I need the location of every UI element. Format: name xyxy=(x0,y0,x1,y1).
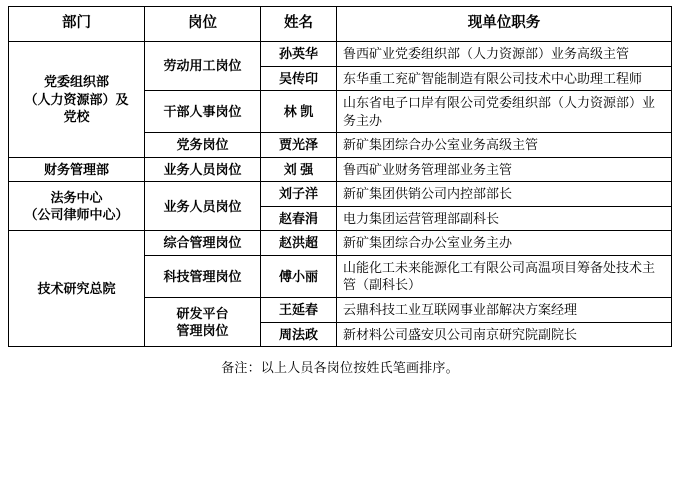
cell-name: 吴传印 xyxy=(261,66,337,91)
cell-current-title: 电力集团运营管理部副科长 xyxy=(337,206,672,231)
cell-current-title: 山东省电子口岸有限公司党委组织部（人力资源部）业务主办 xyxy=(337,91,672,133)
table-row xyxy=(9,157,672,182)
cell-name: 孙英华 xyxy=(261,42,337,67)
column-header-current-title: 现单位职务 xyxy=(337,7,672,42)
cell-name: 林 凯 xyxy=(261,91,337,133)
cell-current-title: 云鼎科技工业互联网事业部解决方案经理 xyxy=(337,298,672,323)
table-row xyxy=(9,231,672,256)
column-header-post: 岗位 xyxy=(145,7,261,42)
cell-post: 党务岗位 xyxy=(145,133,261,158)
cell-current-title: 新材料公司盛安贝公司南京研究院副院长 xyxy=(337,322,672,347)
table-footnote: 备注：以上人员各岗位按姓氏笔画排序。 xyxy=(221,360,459,376)
cell-name: 贾光泽 xyxy=(261,133,337,158)
cell-post: 研发平台 管理岗位 xyxy=(145,298,261,347)
column-header-name: 姓名 xyxy=(261,7,337,42)
table-body xyxy=(9,42,672,347)
column-header-department: 部门 xyxy=(9,7,145,42)
cell-current-title: 东华重工兖矿智能制造有限公司技术中心助理工程师 xyxy=(337,66,672,91)
cell-post: 业务人员岗位 xyxy=(145,157,261,182)
cell-name: 赵春涓 xyxy=(261,206,337,231)
cell-current-title: 新矿集团供销公司内控部部长 xyxy=(337,182,672,207)
cell-department: 技术研究总院 xyxy=(9,231,145,347)
cell-current-title: 鲁西矿业财务管理部业务主管 xyxy=(337,157,672,182)
table-row xyxy=(9,42,672,67)
cell-department: 财务管理部 xyxy=(9,157,145,182)
personnel-roster-table xyxy=(8,6,672,347)
cell-name: 赵洪超 xyxy=(261,231,337,256)
cell-department: 法务中心 （公司律师中心） xyxy=(9,182,145,231)
table-header-row xyxy=(9,7,672,42)
cell-name: 傅小丽 xyxy=(261,255,337,297)
cell-current-title: 新矿集团综合办公室业务主办 xyxy=(337,231,672,256)
cell-current-title: 山能化工未来能源化工有限公司高温项目筹备处技术主管（副科长） xyxy=(337,255,672,297)
cell-post: 综合管理岗位 xyxy=(145,231,261,256)
cell-name: 刘子洋 xyxy=(261,182,337,207)
cell-name: 王延春 xyxy=(261,298,337,323)
table-row xyxy=(9,182,672,207)
cell-post: 劳动用工岗位 xyxy=(145,42,261,91)
cell-post: 业务人员岗位 xyxy=(145,182,261,231)
cell-current-title: 鲁西矿业党委组织部（人力资源部）业务高级主管 xyxy=(337,42,672,67)
cell-department: 党委组织部 （人力资源部）及 党校 xyxy=(9,42,145,158)
cell-name: 周法政 xyxy=(261,322,337,347)
cell-current-title: 新矿集团综合办公室业务高级主管 xyxy=(337,133,672,158)
cell-name: 刘 强 xyxy=(261,157,337,182)
cell-post: 科技管理岗位 xyxy=(145,255,261,297)
table-header xyxy=(9,7,672,42)
cell-post: 干部人事岗位 xyxy=(145,91,261,133)
